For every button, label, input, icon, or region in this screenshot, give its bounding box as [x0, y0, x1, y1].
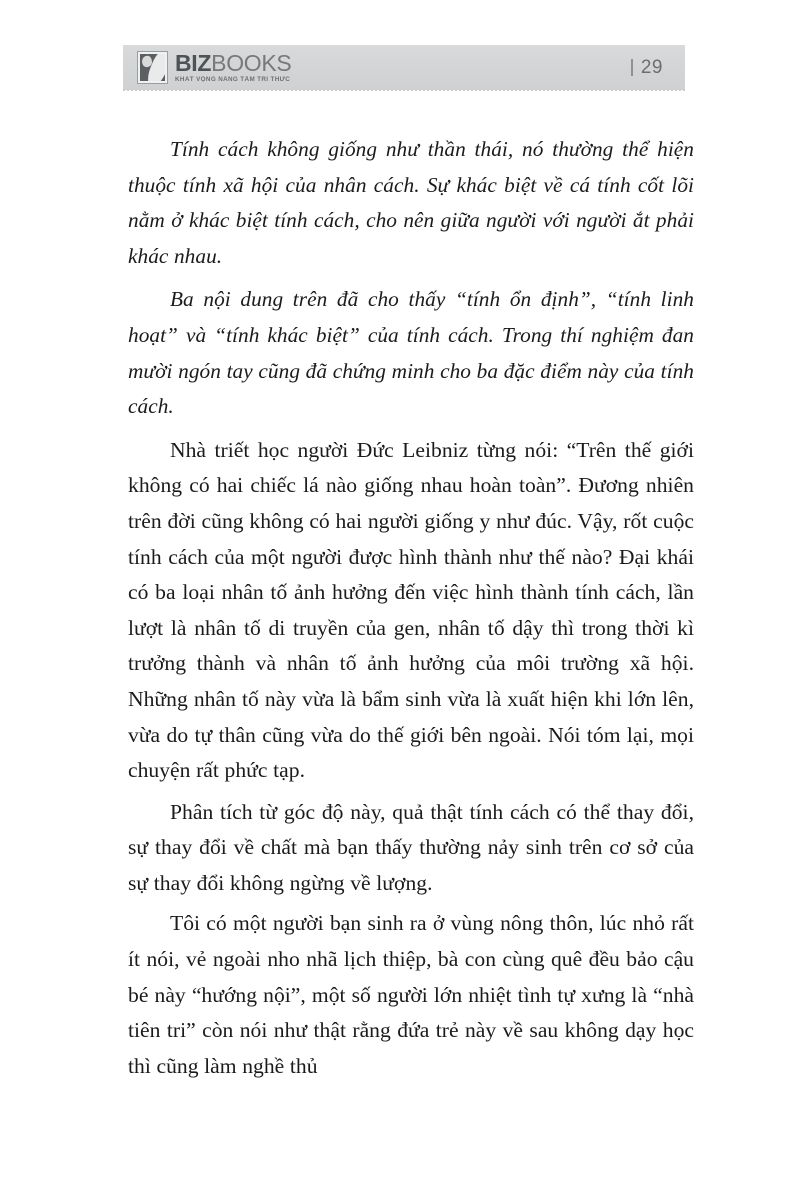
body-paragraph: Tôi có một người bạn sinh ra ở vùng nông thôn, lúc nhỏ rất ít nói, vẻ ngoài nho nhã lịch thiệp, bà con cùng quê đều bảo cậu bé này “hướng nội”, một số người lớn nhiệt tình tự xưng là “nhà tiên tri” còn nói như thật rằng đứa trẻ này về sau không dạy học thì cũng làm nghề thủ [128, 911, 694, 1078]
page-body [128, 132, 694, 1084]
body-paragraph: Tính cách không giống như thần thái, nó thường thể hiện thuộc tính xã hội của nhân cách. Sự khác biệt về cá tính cốt lõi nằm ở khác biệt tính cách, cho nên giữa người với người ắt phải khác nhau. [128, 137, 694, 268]
header-divider [123, 89, 685, 91]
page-header [123, 45, 685, 90]
brand-wordmark [175, 49, 292, 76]
page-number: 29 [640, 56, 663, 78]
brand-text [175, 49, 292, 83]
brand-tagline: KHÁT VỌNG NÂNG TẦM TRI THỨC [175, 75, 291, 83]
wordmark-biz: BIZ [175, 49, 212, 76]
body-paragraph: Phân tích từ góc độ này, quả thật tính cách có thể thay đổi, sự thay đổi về chất mà bạn thấy thường nảy sinh trên cơ sở của sự thay đổi không ngừng về lượng. [128, 799, 694, 895]
brand-logo [137, 51, 291, 84]
wordmark-books: BOOKS [211, 49, 292, 76]
book-logo-icon-glyph [140, 54, 165, 81]
folio-separator-icon [631, 59, 633, 76]
book-logo-icon [137, 51, 168, 84]
body-paragraph: Nhà triết học người Đức Leibniz từng nói: “Trên thế giới không có hai chiếc lá nào giống nhau hoàn toàn”. Đương nhiên trên đời cũng không có hai người giống y như đúc. Vậy, rốt cuộc tính cách của một người được hình thành như thế nào? Đại khái có ba loại nhân tố ảnh hưởng đến việc hình thành tính cách, lần lượt là nhân tố di truyền của gen, nhân tố dậy thì trong thời kì trưởng thành và nhân tố ảnh hưởng của môi trường xã hội. Những nhân tố này vừa là bẩm sinh vừa là xuất hiện khi lớn lên, vừa do tự thân cũng vừa do thế giới bên ngoài. Nói tóm lại, mọi chuyện rất phức tạp. [128, 437, 694, 783]
body-paragraph: Ba nội dung trên đã cho thấy “tính ổn định”, “tính linh hoạt” và “tính khác biệt” của tính cách. Trong thí nghiệm đan mười ngón tay cũng đã chứng minh cho ba đặc điểm này của tính cách. [128, 287, 694, 419]
page-folio [631, 57, 663, 79]
